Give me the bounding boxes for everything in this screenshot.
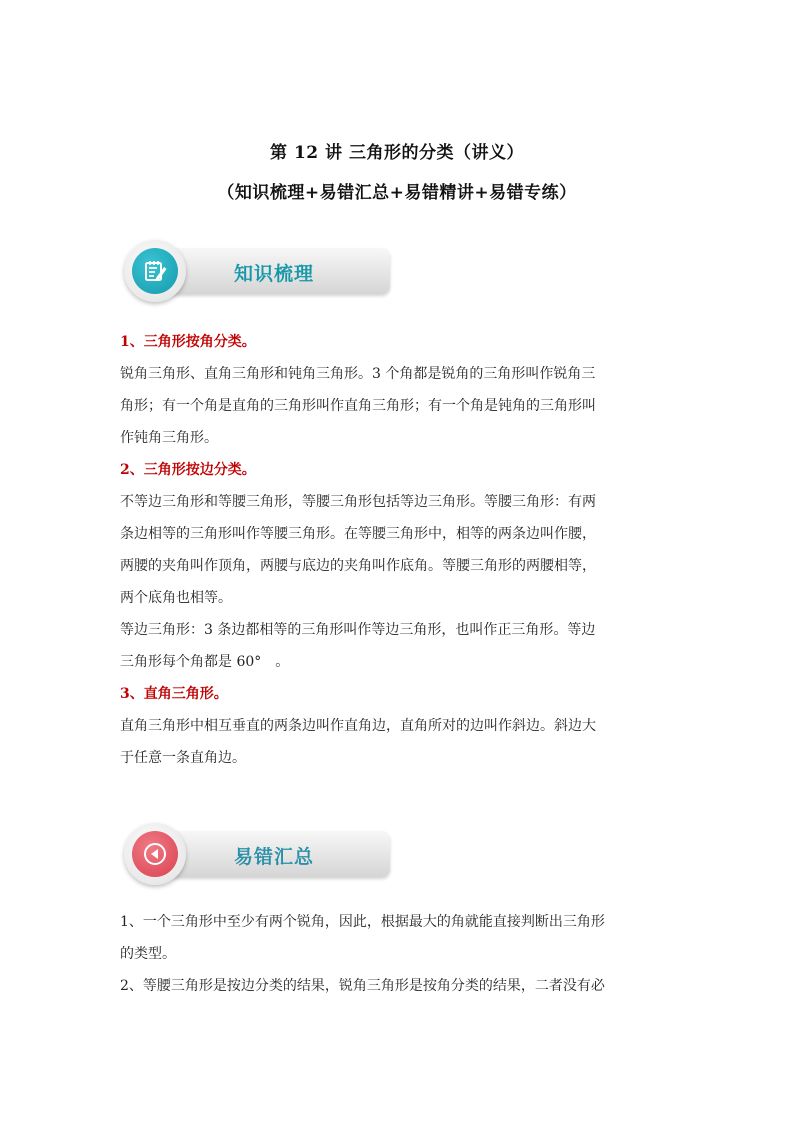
paragraph-line: 条边相等的三角形叫作等腰三角形。在等腰三角形中，相等的两条边叫作腰，	[120, 526, 596, 542]
notepad-pencil-icon	[132, 248, 178, 294]
document-subtitle: （知识梳理+易错汇总+易错精讲+易错专练）	[217, 183, 577, 203]
paragraph-line: 作钝角三角形。	[120, 430, 218, 446]
paragraph-line: 角形；有一个角是直角的三角形叫作直角三角形；有一个角是钝角的三角形叫	[120, 398, 596, 414]
paragraph-line: 锐角三角形、直角三角形和钝角三角形。3 个角都是锐角的三角形叫作锐角三	[120, 366, 596, 382]
paragraph-line: 不等边三角形和等腰三角形，等腰三角形包括等边三角形。等腰三角形：有两	[120, 494, 596, 510]
paragraph-line: 的类型。	[120, 946, 176, 962]
banner-label: 知识梳理	[234, 263, 315, 285]
document-title: 第 12 讲 三角形的分类（讲义）	[270, 143, 524, 163]
paragraph-line: 2、等腰三角形是按边分类的结果，锐角三角形是按角分类的结果，二者没有必	[120, 978, 605, 994]
heading-side-classification: 2、三角形按边分类。	[120, 462, 256, 478]
paragraph-line: 两腰的夹角叫作顶角，两腰与底边的夹角叫作底角。等腰三角形的两腰相等，	[120, 558, 596, 574]
paragraph-line: 于任意一条直角边。	[120, 750, 246, 766]
section-banner-knowledge	[122, 246, 390, 298]
paragraph-line: 三角形每个角都是 60° 。	[120, 654, 290, 670]
section-knowledge-content	[120, 326, 676, 774]
banner-circle	[124, 823, 186, 885]
play-left-arrow-icon	[132, 831, 178, 877]
paragraph-line: 等边三角形：3 条边都相等的三角形叫作等边三角形，也叫作正三角形。等边	[120, 622, 596, 638]
banner-circle	[124, 240, 186, 302]
heading-angle-classification: 1、三角形按角分类。	[120, 334, 256, 350]
paragraph-line: 1、一个三角形中至少有两个锐角，因此，根据最大的角就能直接判断出三角形	[120, 914, 605, 930]
banner-label: 易错汇总	[234, 846, 315, 868]
section-banner-common-errors	[122, 829, 390, 881]
paragraph-line: 直角三角形中相互垂直的两条边叫作直角边，直角所对的边叫作斜边。斜边大	[120, 718, 596, 734]
section-errors-content	[120, 906, 676, 1002]
heading-right-triangle: 3、直角三角形。	[120, 686, 228, 702]
paragraph-line: 两个底角也相等。	[120, 590, 232, 606]
